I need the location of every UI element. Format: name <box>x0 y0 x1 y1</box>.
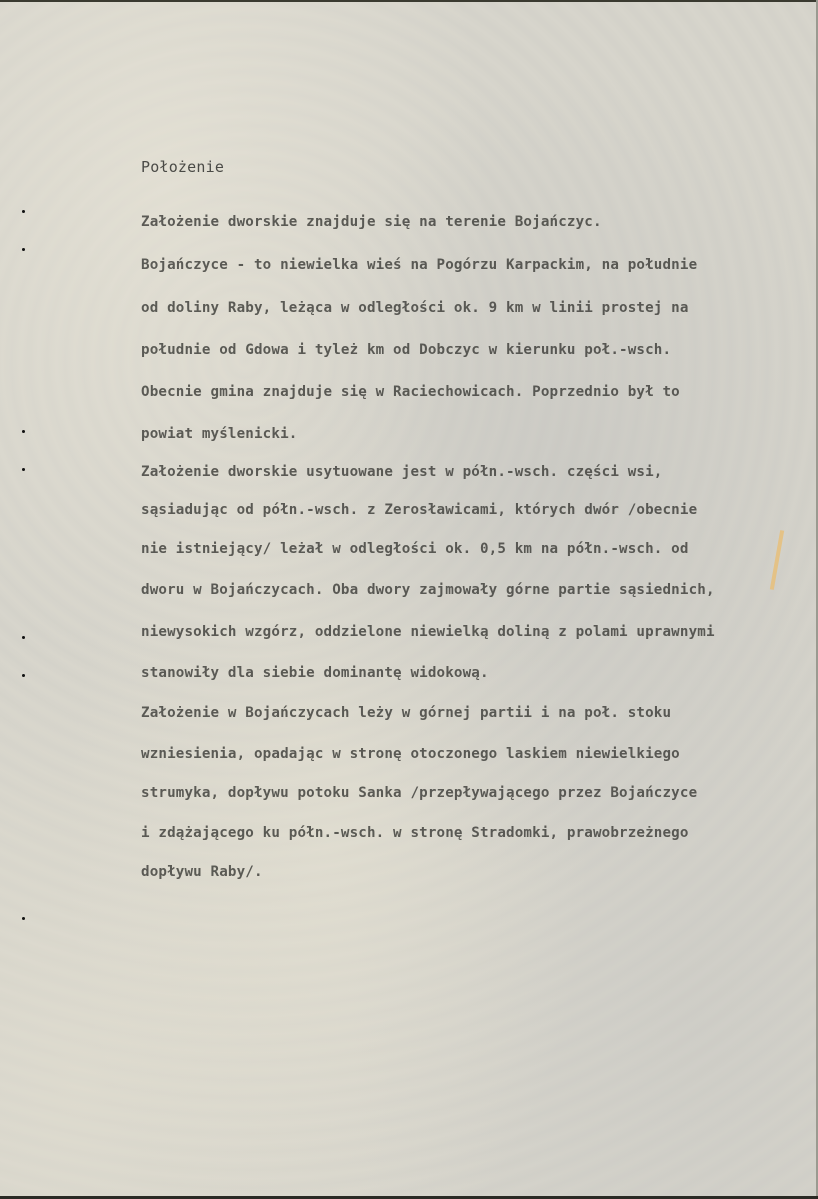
text-line: stanowiły dla siebie dominantę widokową. <box>141 665 489 681</box>
paper-scratch-mark <box>770 530 784 590</box>
text-line: Założenie dworskie usytuowane jest w półn.-wsch. części wsi, <box>141 464 663 480</box>
text-line: i zdążającego ku półn.-wsch. w stronę Stradomki, prawobrzeżnego <box>141 825 689 841</box>
text-line: Obecnie gmina znajduje się w Raciechowicach. Poprzednio był to <box>141 384 680 400</box>
text-line: wzniesienia, opadając w stronę otoczonego laskiem niewielkiego <box>141 746 680 762</box>
punch-hole-mark <box>22 248 25 251</box>
text-line: dworu w Bojańczycach. Oba dwory zajmowały górne partie sąsiednich, <box>141 582 715 598</box>
punch-hole-mark <box>22 468 25 471</box>
punch-hole-mark <box>22 674 25 677</box>
text-line: od doliny Raby, leżąca w odległości ok. 9 km w linii prostej na <box>141 300 689 316</box>
punch-hole-mark <box>22 917 25 920</box>
text-line: powiat myślenicki. <box>141 426 298 442</box>
text-line: dopływu Raby/. <box>141 864 263 880</box>
section-heading: Położenie <box>141 158 225 176</box>
text-line: nie istniejący/ leżał w odległości ok. 0,5 km na półn.-wsch. od <box>141 541 689 557</box>
text-line: strumyka, dopływu potoku Sanka /przepływającego przez Bojańczyce <box>141 785 698 801</box>
text-line: południe od Gdowa i tyleż km od Dobczyc w kierunku poł.-wsch. <box>141 342 672 358</box>
punch-hole-mark <box>22 636 25 639</box>
text-line: niewysokich wzgórz, oddzielone niewielką doliną z polami uprawnymi <box>141 624 715 640</box>
text-line: Założenie dworskie znajduje się na terenie Bojańczyc. <box>141 214 602 230</box>
text-line: Bojańczyce - to niewielka wieś na Pogórzu Karpackim, na południe <box>141 257 698 273</box>
punch-hole-mark <box>22 210 25 213</box>
punch-hole-mark <box>22 430 25 433</box>
text-line: sąsiadując od półn.-wsch. z Zerosławicami, których dwór /obecnie <box>141 502 698 518</box>
text-line: Założenie w Bojańczycach leży w górnej partii i na poł. stoku <box>141 705 672 721</box>
